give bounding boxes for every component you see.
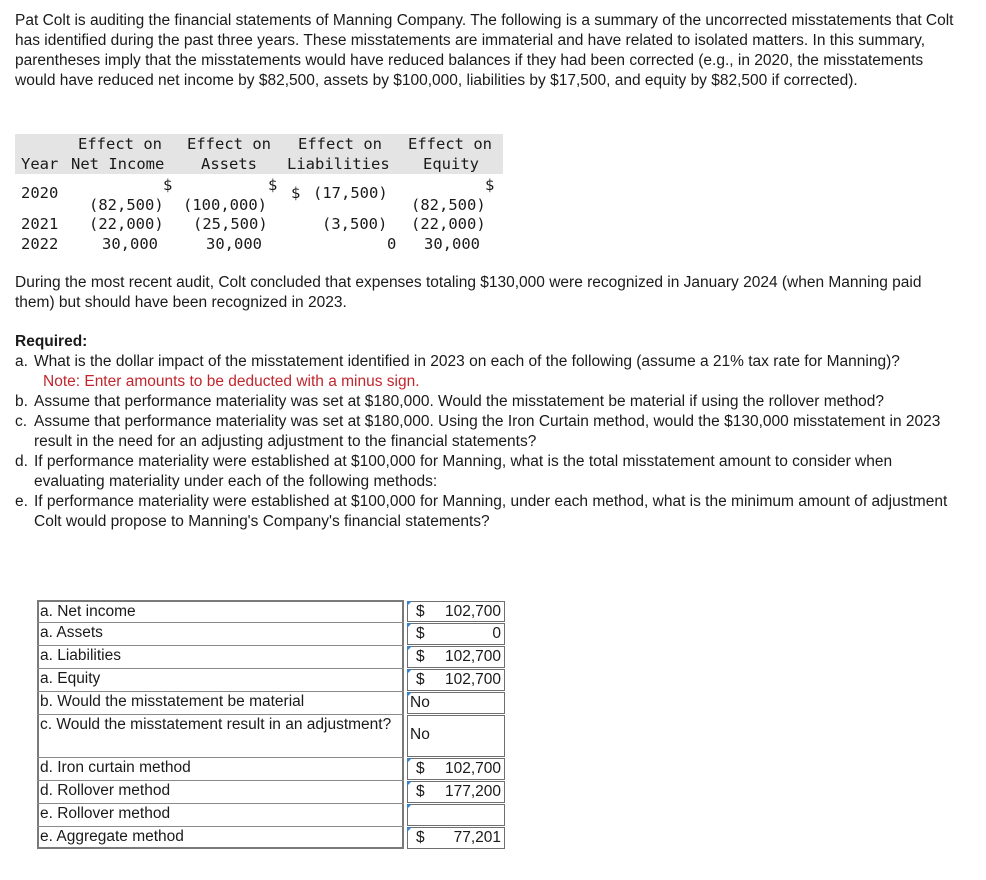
dollar-sign: $ (416, 625, 425, 642)
aggregate-answer-input[interactable] (407, 827, 505, 849)
row-assets: (100,000) (183, 196, 267, 214)
header-assets: Assets (201, 155, 257, 173)
row-assets: (25,500) (193, 215, 268, 233)
required-item-c (15, 412, 960, 452)
header-effect-assets: Effect on (187, 135, 271, 153)
dollar-sign: $ (163, 176, 173, 194)
liabilities-answer-input[interactable] (407, 646, 505, 668)
required-item-b (15, 392, 960, 412)
required-section (15, 332, 960, 532)
answer-value: 102,700 (444, 603, 501, 620)
answer-flag-icon (407, 692, 412, 697)
answer-label: a. Assets (37, 623, 404, 646)
answer-label: a. Equity (37, 669, 404, 692)
answer-flag-icon (407, 804, 412, 809)
header-effect-net-income: Effect on (78, 135, 162, 153)
row-equity: 30,000 (424, 235, 480, 253)
answer-flag-icon (407, 781, 412, 786)
item-text: If performance materiality were established at $100,000 for Manning, under each method, what is the minimum amount of adjustment Colt would propose to Manning's Company's financial statements? (34, 493, 948, 530)
row-assets: 30,000 (206, 235, 262, 253)
row-liabilities: 0 (387, 235, 397, 253)
note-text: Note: Enter amounts to be deducted with a minus sign. (43, 373, 420, 390)
answer-label: d. Iron curtain method (37, 758, 404, 781)
assets-answer-input[interactable] (407, 623, 505, 645)
required-item-d (15, 452, 960, 492)
net-income-answer-input[interactable] (407, 601, 505, 622)
dollar-sign: $ (416, 760, 425, 777)
item-text: What is the dollar impact of the misstatement identified in 2023 on each of the following (assume a 21% tax rate for Manning)? (34, 353, 900, 370)
item-letter: e. (15, 493, 28, 510)
row-year: 2022 (21, 235, 59, 253)
dollar-sign: $ (416, 603, 425, 620)
answer-value: 0 (492, 625, 501, 642)
header-effect-equity: Effect on (408, 135, 492, 153)
item-text: Assume that performance materiality was set at $180,000. Using the Iron Curtain method, would the $130,000 misstatement in 2023 result in the need for an adjusting adjustment to the financial statements? (34, 413, 941, 450)
answer-label: d. Rollover method (37, 781, 404, 804)
item-text: Assume that performance materiality was set at $180,000. Would the misstatement be material if using the rollover method? (34, 393, 885, 410)
row-liabilities: (17,500) (313, 184, 388, 202)
answer-value: 77,201 (453, 829, 501, 846)
required-title: Required: (15, 333, 88, 350)
row-year: 2021 (21, 215, 59, 233)
iron-curtain-answer-input[interactable] (407, 758, 505, 780)
header-net-income: Net Income (71, 155, 165, 173)
answer-label: e. Rollover method (37, 804, 404, 827)
row-equity: (22,000) (411, 215, 486, 233)
adjustment-answer-select[interactable] (407, 715, 505, 757)
dollar-sign: $ (416, 829, 425, 846)
equity-answer-input[interactable] (407, 669, 505, 691)
header-liabilities: Liabilities (287, 155, 390, 173)
answer-flag-icon (407, 758, 412, 763)
material-answer-select[interactable] (407, 692, 505, 714)
dollar-sign: $ (291, 184, 301, 202)
required-item-e (15, 492, 960, 532)
row-liabilities: (3,500) (322, 215, 388, 233)
header-equity: Equity (423, 155, 479, 173)
dollar-sign: $ (485, 176, 495, 194)
item-letter: a. (15, 353, 28, 370)
dollar-sign: $ (416, 648, 425, 665)
answer-flag-icon (407, 669, 412, 674)
item-letter: d. (15, 453, 28, 470)
answer-value: No (410, 726, 430, 743)
rollover-d-answer-input[interactable] (407, 781, 505, 803)
item-letter: b. (15, 393, 28, 410)
dollar-sign: $ (268, 176, 278, 194)
item-text: If performance materiality were established at $100,000 for Manning, what is the total misstatement amount to consider when evaluating materiality under each of the following methods: (34, 453, 893, 490)
answer-value: 102,700 (444, 760, 501, 777)
row-year: 2020 (21, 184, 59, 202)
answer-label: c. Would the misstatement result in an adjustment? (37, 715, 404, 758)
answer-value: No (410, 694, 430, 711)
dollar-sign: $ (416, 671, 425, 688)
answer-value: 102,700 (444, 648, 501, 665)
answer-flag-icon (407, 601, 412, 606)
row-net-income: (82,500) (89, 196, 164, 214)
answer-flag-icon (407, 646, 412, 651)
audit-finding-paragraph: During the most recent audit, Colt concluded that expenses totaling $130,000 were recognized in January 2024 (when Manning paid them) but should have been recognized in 2023. (15, 274, 922, 311)
answer-label: a. Net income (37, 602, 404, 623)
header-year: Year (21, 155, 59, 173)
required-item-a (15, 352, 960, 372)
row-net-income: 30,000 (102, 235, 158, 253)
answer-value: 177,200 (444, 783, 501, 800)
intro-paragraph: Pat Colt is auditing the financial statements of Manning Company. The following is a summary of the uncorrected misstatements that Colt has identified during the past three years. These misstatements are immaterial and have related to isolated matters. In this summary, parentheses imply that the misstatements would have reduced balances if they had been corrected (e.g., in 2020, the misstatements would have reduced net income by $82,500, assets by $100,000, liabilities by $17,500, and equity by $82,500 if corrected). (15, 12, 954, 89)
answer-flag-icon (407, 623, 412, 628)
answer-label: e. Aggregate method (40, 828, 184, 845)
row-equity: (82,500) (411, 196, 486, 214)
answer-flag-icon (407, 827, 412, 832)
header-effect-liabilities: Effect on (298, 135, 382, 153)
rollover-e-answer-input[interactable] (407, 804, 505, 826)
dollar-sign: $ (416, 783, 425, 800)
row-net-income: (22,000) (89, 215, 164, 233)
answer-label: b. Would the misstatement be material (37, 692, 404, 715)
answer-value: 102,700 (444, 671, 501, 688)
answer-label: a. Liabilities (37, 646, 404, 669)
item-letter: c. (15, 413, 28, 430)
